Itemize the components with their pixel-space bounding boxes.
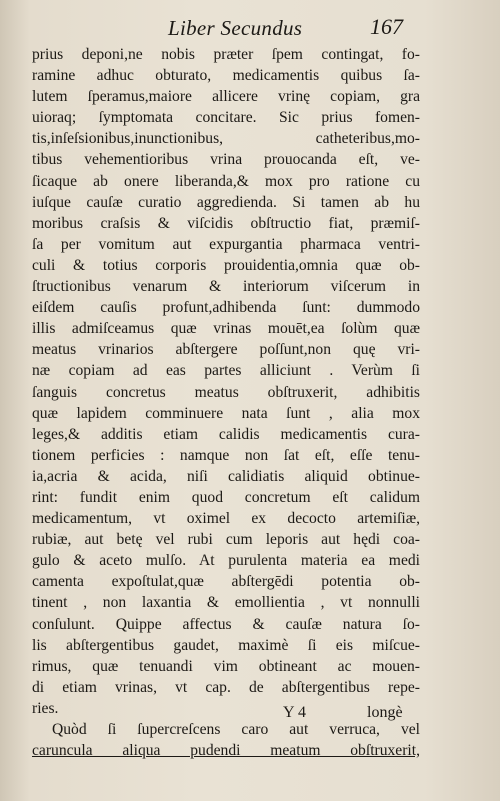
text-line: di etiam vrinas, vt cap. de abſtergentibus repe-: [32, 678, 420, 696]
page-header: [0, 12, 500, 38]
text-line: tibus vehementioribus vrina prouocanda eſt, ve-: [32, 151, 420, 169]
paragraph-end-line: ries.: [32, 699, 59, 717]
text-line: tis,inſeſsionibus,inunctionibus, catheteribus,mo-: [32, 130, 420, 148]
text-line: tionem perficies : namque non ſat eſt, eſſe tenu-: [32, 446, 420, 464]
text-line: culi & totius corporis prouidentia,omnia quæ ob-: [32, 256, 420, 274]
text-line: rimus, quæ tenuandi vim obtineant ac mouen-: [32, 657, 420, 675]
text-line: ramine adhuc obturato, medicamentis quibus ſa-: [32, 67, 420, 85]
text-line: lutem ſperamus,maiore allicere vrinę copiam, gra: [32, 88, 420, 106]
text-line: ſanguis concretus meatus obſtruxerit, adhibitis: [32, 383, 420, 401]
text-line: gulo & aceto mulſo. At purulenta materia ea medi: [32, 552, 420, 570]
text-line: ſa per vomitum aut expurgantia pharmaca ventri-: [32, 235, 420, 253]
text-line: quæ lapidem comminuere nata ſunt , alia mox: [32, 404, 420, 422]
text-line: conſulunt. Quippe affectus & cauſæ natura ſo-: [32, 615, 420, 633]
body-text: [32, 44, 420, 761]
text-line: ſicaque ab onere liberanda,& mox pro ratione cu: [32, 172, 420, 190]
text-line: lis abſtergentibus gaudet, maximè ſi eis miſcue-: [32, 636, 420, 654]
text-line: eiſdem cauſis profunt,adhibenda ſunt: dummodo: [32, 299, 420, 317]
text-line: ſtructionibus venarum & interiorum viſcerum in: [32, 278, 420, 296]
page-footer: [0, 702, 500, 728]
text-line: næ copiam ad eas partes alliciunt . Verùm ſi: [32, 362, 420, 380]
catchword: longè: [367, 704, 403, 721]
text-line: leges,& additis etiam calidis medicamentis cura-: [32, 425, 420, 443]
text-line: ia,acria & acida, niſi calidiatis aliquid obtinue-: [32, 467, 420, 485]
running-head: Liber Secundus: [168, 16, 303, 40]
text-line: meatus vrinarios abſtergere poſſunt,non quę vri-: [32, 341, 420, 359]
text-line: tinent , non laxantia & emollientia , vt nonnulli: [32, 594, 420, 612]
signature-mark: Y 4: [283, 704, 306, 721]
text-line: medicamentum, vt oximel ex decocto artemiſiæ,: [32, 510, 420, 528]
text-line: illis admiſceamus quæ vrinas mouēt,ea ſolùm quæ: [32, 320, 420, 338]
text-line: rubiæ, aut betę vel rubi cum leporis aut hędi coa-: [32, 531, 420, 549]
text-line: camenta expoſtulat,quæ abſtergēdi potentia ob-: [32, 573, 420, 591]
text-line: iuſque cauſæ curatio aggredienda. Si tamen ab hu: [32, 193, 420, 211]
text-line: rint: fundit enim quod concretum eſt calidum: [32, 488, 420, 506]
text-line: caruncula aliqua pudendi meatum obſtruxerit,: [32, 742, 420, 760]
page-number: 167: [370, 14, 403, 39]
text-line: uioraq; ſymptomata concitare. Sic prius fomen-: [32, 109, 420, 127]
text-line: moribus craſsis & viſcidis obſtructio fiat, præmiſ-: [32, 214, 420, 232]
paragraph-start-line: Quòd ſi ſupercreſcens caro aut verruca, vel: [52, 721, 420, 738]
text-line: prius deponi,ne nobis præter ſpem contingat, fo-: [32, 46, 420, 63]
